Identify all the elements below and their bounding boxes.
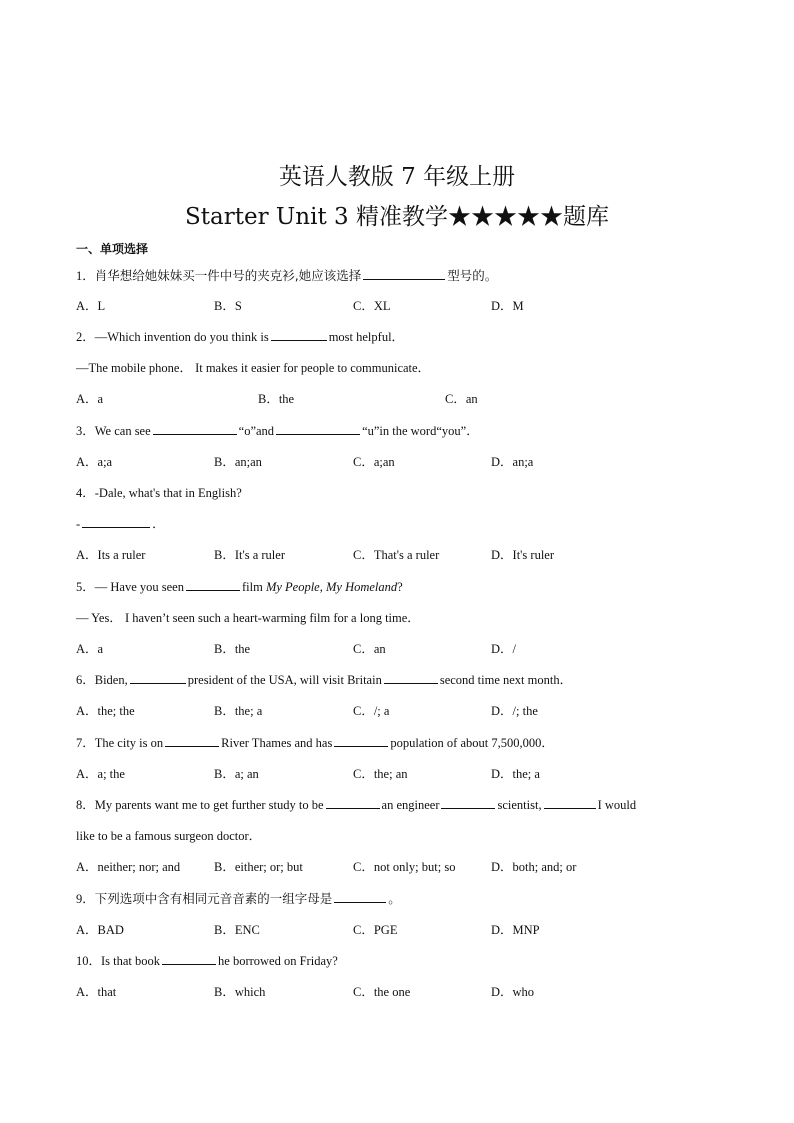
question-text: film: [241, 580, 263, 594]
option-d[interactable]: D．M: [491, 299, 524, 313]
option-a[interactable]: A．BAD: [76, 923, 124, 937]
section-heading: 一、单项选择: [76, 242, 149, 256]
option-a[interactable]: A．L: [76, 299, 106, 313]
answer-blank[interactable]: [544, 795, 596, 809]
question-4: 4．-Dale, what's that in English?: [76, 486, 242, 500]
option-b[interactable]: B．It's a ruler: [214, 548, 285, 562]
answer-blank[interactable]: [82, 514, 150, 528]
answer-blank[interactable]: [130, 670, 186, 684]
option-d[interactable]: D．MNP: [491, 923, 540, 937]
option-c[interactable]: C．the one: [353, 985, 411, 999]
question-text: 7．The city is on: [76, 736, 164, 750]
question-7: [76, 733, 554, 753]
answer-blank[interactable]: [363, 266, 445, 280]
question-2: [76, 327, 404, 347]
question-text: population of about 7,500,000．: [390, 736, 554, 750]
question-text: an engineer: [381, 798, 440, 812]
option-d[interactable]: D．/: [491, 642, 517, 656]
question-text: I would: [597, 798, 637, 812]
answer-blank[interactable]: [326, 795, 380, 809]
question-4-line-2: [76, 514, 165, 534]
question-5-line-2: — Yes． I haven’t seen such a heart-warming film for a long time．: [76, 611, 420, 625]
option-c[interactable]: C．XL: [353, 299, 391, 313]
question-text: 6．Biden,: [76, 673, 128, 687]
option-b[interactable]: B．S: [214, 299, 242, 313]
option-d[interactable]: D．It's ruler: [491, 548, 555, 562]
answer-blank[interactable]: [334, 733, 388, 747]
question-9: [76, 889, 401, 909]
option-b[interactable]: B．the: [258, 392, 295, 406]
option-b[interactable]: B．ENC: [214, 923, 260, 937]
answer-blank[interactable]: [276, 421, 360, 435]
question-text: second time next month．: [439, 673, 573, 687]
option-a[interactable]: A．a: [76, 642, 104, 656]
question-8-line-2: like to be a famous surgeon doctor．: [76, 829, 262, 843]
question-text: 肖华想给她妹妹买一件中号的夹克衫,她应该选择: [94, 268, 362, 283]
question-1: [76, 266, 497, 286]
option-d[interactable]: D．/; the: [491, 704, 538, 718]
option-c[interactable]: C．an: [445, 392, 478, 406]
option-c[interactable]: C．That's a ruler: [353, 548, 440, 562]
question-number: 1．: [76, 269, 95, 283]
question-8: [76, 795, 636, 815]
question-3: [76, 421, 479, 441]
option-a[interactable]: A．neither; nor; and: [76, 860, 181, 874]
question-6: [76, 670, 572, 690]
option-b[interactable]: B．which: [214, 985, 266, 999]
question-text: River Thames and has: [221, 736, 333, 750]
question-text: 8．My parents want me to get further study to be: [76, 798, 324, 812]
question-text-end: 型号的。: [447, 268, 498, 283]
question-text-end: 。: [388, 891, 401, 906]
option-c[interactable]: C．an: [353, 642, 386, 656]
option-b[interactable]: B．a; an: [214, 767, 259, 781]
question-text: 5．— Have you seen: [76, 580, 184, 594]
option-d[interactable]: D．the; a: [491, 767, 540, 781]
option-b[interactable]: B．either; or; but: [214, 860, 303, 874]
option-b[interactable]: B．the; a: [214, 704, 263, 718]
option-c[interactable]: C．PGE: [353, 923, 398, 937]
answer-blank[interactable]: [162, 951, 216, 965]
option-a[interactable]: A．the; the: [76, 704, 135, 718]
option-c[interactable]: C．/; a: [353, 704, 390, 718]
question-number: 9．: [76, 892, 95, 906]
film-title: My People, My Homeland: [265, 580, 398, 594]
document-title: 英语人教版 7 年级上册: [278, 164, 516, 190]
question-text: 10．Is that book: [76, 954, 161, 968]
question-text: president of the USA, will visit Britain: [187, 673, 382, 687]
question-text: ?: [397, 580, 403, 594]
answer-blank[interactable]: [271, 327, 327, 341]
option-a[interactable]: A．Its a ruler: [76, 548, 146, 562]
option-d[interactable]: D．both; and; or: [491, 860, 577, 874]
question-10: [76, 951, 338, 971]
option-a[interactable]: A．a;a: [76, 455, 113, 469]
question-text: “o”and: [238, 424, 275, 438]
option-a[interactable]: A．a; the: [76, 767, 125, 781]
option-d[interactable]: D．an;a: [491, 455, 534, 469]
answer-blank[interactable]: [334, 889, 386, 903]
question-text: scientist,: [497, 798, 542, 812]
option-a[interactable]: A．a: [76, 392, 104, 406]
answer-blank[interactable]: [153, 421, 237, 435]
question-text: “u”in the word“you”．: [362, 424, 479, 438]
option-c[interactable]: C．not only; but; so: [353, 860, 456, 874]
question-text: 3．We can see: [76, 424, 151, 438]
answer-blank[interactable]: [165, 733, 219, 747]
question-text: ．: [152, 517, 165, 531]
option-d[interactable]: D．who: [491, 985, 535, 999]
question-5: [76, 577, 403, 597]
answer-blank[interactable]: [441, 795, 495, 809]
question-text: 2．—Which invention do you think is: [76, 330, 269, 344]
question-2-line-2: —The mobile phone． It makes it easier for people to communicate．: [76, 361, 431, 375]
option-c[interactable]: C．a;an: [353, 455, 395, 469]
answer-blank[interactable]: [384, 670, 438, 684]
answer-blank[interactable]: [186, 577, 240, 591]
question-text: he borrowed on Friday?: [218, 954, 338, 968]
question-text: 下列选项中含有相同元音音素的一组字母是: [94, 891, 333, 906]
document-subtitle: Starter Unit 3 精准教学★★★★★题库: [185, 204, 609, 230]
question-text: -: [76, 517, 81, 531]
option-b[interactable]: B．an;an: [214, 455, 262, 469]
option-c[interactable]: C．the; an: [353, 767, 408, 781]
option-b[interactable]: B．the: [214, 642, 251, 656]
option-a[interactable]: A．that: [76, 985, 117, 999]
question-text-end: most helpful．: [328, 330, 405, 344]
